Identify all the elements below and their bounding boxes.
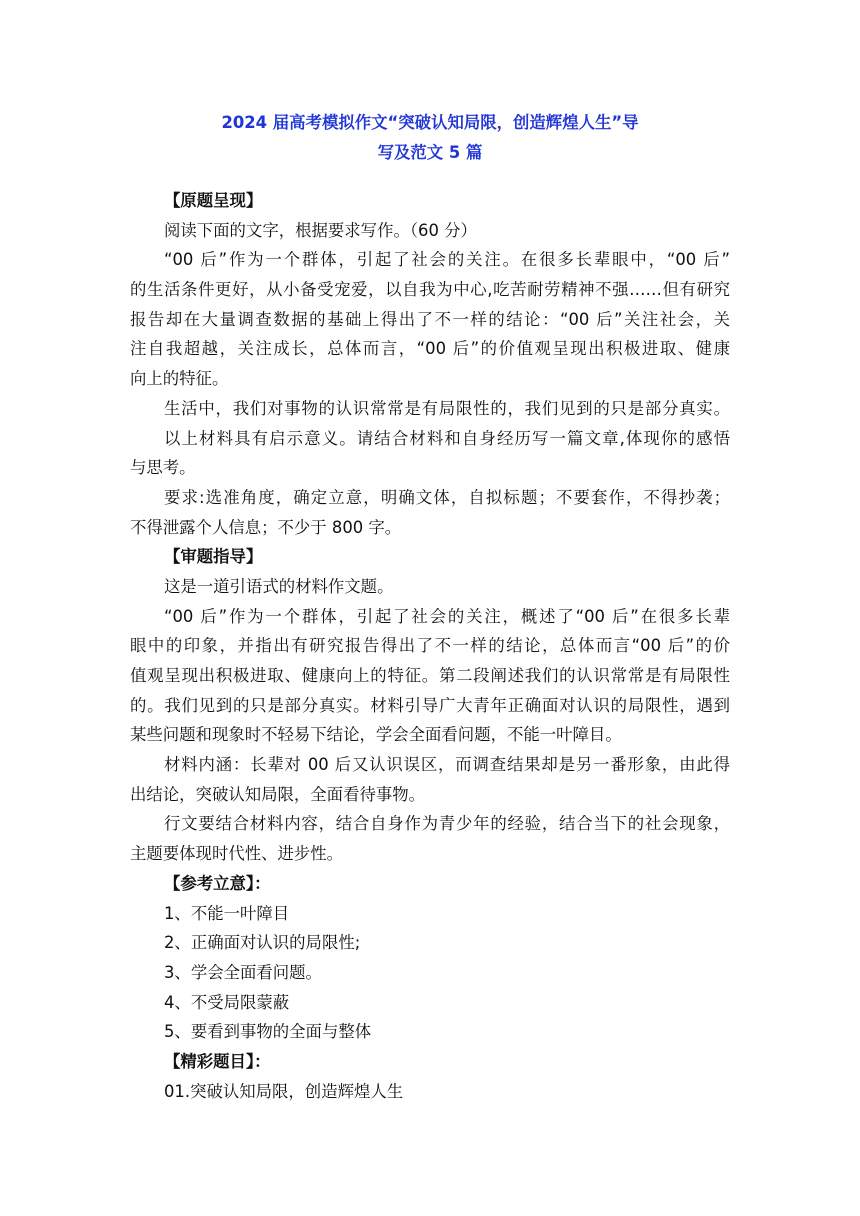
heading-question-guide: 【审题指导】 bbox=[164, 547, 263, 567]
idea-item: 5、要看到事物的全面与整体 bbox=[164, 1022, 372, 1042]
material-paragraph-3-line: 与思考。 bbox=[130, 458, 196, 478]
idea-item: 2、正确面对认识的局限性; bbox=[164, 933, 361, 953]
guide-paragraph-4-line: 主题要体现时代性、进步性。 bbox=[130, 844, 344, 864]
guide-paragraph-3-line: 出结论，突破认知局限，全面看待事物。 bbox=[130, 784, 426, 804]
title-item: 01.突破认知局限，创造辉煌人生 bbox=[164, 1081, 404, 1101]
guide-paragraph-2-line: 的。我们见到的只是部分真实。材料引导广大青年正确面对认识的局限性，遇到 bbox=[130, 695, 730, 715]
guide-paragraph-3-line: 材料内涵：长辈对 00 后又认识误区，而调查结果却是另一番形象，由此得 bbox=[164, 755, 730, 775]
title-line-1: 2024 届高考模拟作文“突破认知局限，创造辉煌人生”导 bbox=[221, 113, 639, 132]
material-paragraph-1-line: 注自我超越，关注成长，总体而言，“00 后”的价值观呈现出积极进取、健康 bbox=[130, 339, 730, 359]
requirement-line: 要求:选准角度，确定立意，明确文体，自拟标题；不要套作，不得抄袭； bbox=[164, 487, 730, 507]
idea-item: 4、不受局限蒙蔽 bbox=[164, 992, 290, 1012]
material-paragraph-1-line: 的生活条件更好，从小备受宠爱，以自我为中心,吃苦耐劳精神不强……但有研究 bbox=[130, 280, 730, 300]
material-paragraph-1-line: “00 后”作为一个群体，引起了社会的关注。在很多长辈眼中，“00 后” bbox=[164, 250, 730, 270]
title-line-2: 写及范文 5 篇 bbox=[377, 142, 483, 162]
requirement-line: 不得泄露个人信息；不少于 800 字。 bbox=[130, 517, 402, 537]
idea-item: 3、学会全面看问题。 bbox=[164, 962, 322, 982]
guide-paragraph-2-line: “00 后”作为一个群体，引起了社会的关注，概述了“00 后”在很多长辈 bbox=[164, 606, 730, 626]
heading-featured-titles: 【精彩题目】： bbox=[164, 1051, 271, 1071]
material-paragraph-3-line: 以上材料具有启示意义。请结合材料和自身经历写一篇文章,体现你的感悟 bbox=[164, 428, 730, 448]
heading-original-question: 【原题呈现】 bbox=[164, 191, 263, 210]
material-paragraph-1-line: 报告却在大量调查数据的基础上得出了不一样的结论：“00 后”关注社会，关 bbox=[130, 309, 730, 329]
material-paragraph-2: 生活中，我们对事物的认识常常是有局限性的，我们见到的只是部分真实。 bbox=[164, 398, 730, 418]
heading-reference-ideas: 【参考立意】： bbox=[164, 873, 271, 893]
guide-paragraph-2-line: 眼中的印象，并指出有研究报告得出了不一样的结论，总体而言“00 后”的价 bbox=[130, 636, 730, 656]
idea-item: 1、不能一叶障目 bbox=[164, 903, 290, 923]
prompt-intro: 阅读下面的文字，根据要求写作。（60 分） bbox=[164, 220, 477, 240]
guide-paragraph-2-line: 值观呈现出积极进取、健康向上的特征。第二段阐述我们的认识常常是有局限性 bbox=[130, 666, 730, 685]
guide-paragraph-1: 这是一道引语式的材料作文题。 bbox=[164, 576, 394, 596]
guide-paragraph-4-line: 行文要结合材料内容，结合自身作为青少年的经验，结合当下的社会现象， bbox=[164, 814, 730, 834]
document-body bbox=[130, 186, 730, 1106]
material-paragraph-1-line: 向上的特征。 bbox=[130, 369, 229, 389]
guide-paragraph-2-line: 某些问题和现象时不轻易下结论，学会全面看问题，不能一叶障目。 bbox=[130, 725, 622, 745]
document-title bbox=[120, 108, 740, 167]
